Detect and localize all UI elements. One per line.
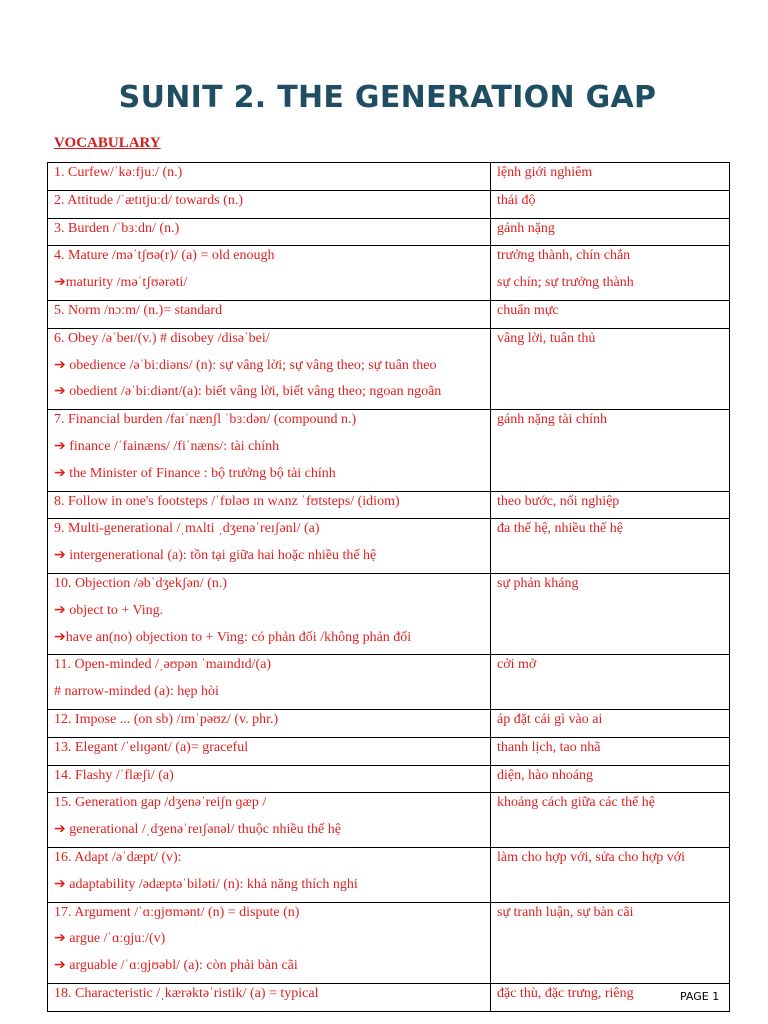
vocab-term-line: 14. Flashy /ˈflæʃi/ (a) <box>54 767 174 783</box>
vocab-meaning-cell <box>491 765 730 793</box>
vocab-term-cell <box>48 190 491 218</box>
vocab-meaning-blank-line <box>497 682 729 709</box>
vocab-meaning-line: trưởng thành, chín chắn <box>497 248 631 264</box>
vocab-term-cell <box>48 246 491 301</box>
vocab-meaning-line: đa thế hệ, nhiều thế hệ <box>497 521 623 537</box>
vocab-term-line: 6. Obey /əˈbeɪ/(v.) # disobey /disəˈbei/ <box>54 330 270 346</box>
vocab-row <box>48 491 730 519</box>
vocab-meaning-line: diện, hào nhoáng <box>497 767 594 783</box>
vocab-term-line: 18. Characteristic /ˌkærəktəˈristik/ (a) = typical <box>54 985 319 1001</box>
vocab-meaning-blank-line <box>497 464 729 491</box>
vocab-term-line: 2. Attitude /ˈætɪtjuːd/ towards (n.) <box>54 192 243 208</box>
page-number: PAGE 1 <box>680 990 720 1003</box>
vocab-meaning-line: vâng lời, tuân thủ <box>497 330 596 346</box>
vocab-row <box>48 709 730 737</box>
vocab-row <box>48 765 730 793</box>
vocab-meaning-cell <box>491 163 730 191</box>
vocab-meaning-line: gánh nặng tài chính <box>497 412 608 428</box>
vocab-row <box>48 847 730 902</box>
vocab-term-line: ➔ arguable /ˈɑːɡjʊəbl/ (a): còn phải bàn cãi <box>54 958 298 974</box>
vocab-term-cell <box>48 300 491 328</box>
vocab-term-line: 17. Argument /ˈɑːɡjʊmənt/ (n) = dispute (n) <box>54 904 300 920</box>
vocab-meaning-blank-line <box>497 956 729 983</box>
vocab-row <box>48 793 730 848</box>
vocab-term-line: ➔ argue /ˈɑːɡjuː/(v) <box>54 931 166 947</box>
vocab-row <box>48 983 730 1011</box>
vocab-row <box>48 655 730 710</box>
vocab-meaning-blank-line <box>497 929 729 956</box>
vocab-term-line: ➔have an(no) objection to + Ving: có phản đối /không phản đối <box>54 629 412 645</box>
vocab-meaning-blank-line <box>497 820 729 847</box>
vocab-term-cell <box>48 519 491 574</box>
vocab-term-cell <box>48 163 491 191</box>
vocab-row <box>48 246 730 301</box>
vocab-meaning-cell <box>491 218 730 246</box>
vocab-meaning-cell <box>491 519 730 574</box>
vocab-meaning-line: theo bước, nối nghiệp <box>497 493 620 509</box>
vocab-term-line: 10. Objection /əbˈdʒekʃən/ (n.) <box>54 575 227 591</box>
vocab-meaning-blank-line <box>497 356 729 383</box>
vocab-meaning-cell <box>491 190 730 218</box>
vocab-meaning-line: khoảng cách giữa các thế hệ <box>497 795 656 811</box>
vocab-meaning-cell <box>491 655 730 710</box>
vocab-meaning-blank-line <box>497 546 729 573</box>
vocab-term-line: # narrow-minded (a): hẹp hòi <box>54 684 219 700</box>
vocab-term-line: 3. Burden /ˈbɜːdn/ (n.) <box>54 220 180 236</box>
vocab-term-cell <box>48 410 491 491</box>
vocab-meaning-line: gánh nặng <box>497 220 555 236</box>
vocab-term-cell <box>48 983 491 1011</box>
vocab-term-line: ➔ the Minister of Finance : bộ trưởng bộ tài chính <box>54 465 336 481</box>
vocab-term-line: ➔ object to + Ving. <box>54 602 164 618</box>
vocab-row <box>48 737 730 765</box>
vocab-row <box>48 190 730 218</box>
vocab-meaning-cell <box>491 300 730 328</box>
vocab-row <box>48 410 730 491</box>
vocabulary-table <box>47 162 730 1012</box>
vocab-term-line: 8. Follow in one's footsteps /ˈfɒləʊ ɪn wʌnz ˈfʊtsteps/ (idiom) <box>54 493 400 509</box>
vocab-meaning-blank-line <box>497 437 729 464</box>
vocab-meaning-line: đặc thù, đặc trưng, riêng <box>497 985 634 1001</box>
vocab-term-cell <box>48 328 491 409</box>
section-heading: VOCABULARY <box>54 135 161 151</box>
vocab-term-cell <box>48 218 491 246</box>
vocab-term-cell <box>48 709 491 737</box>
vocab-meaning-blank-line <box>497 601 729 628</box>
vocab-term-line: ➔maturity /məˈtʃʊərəti/ <box>54 275 188 291</box>
vocab-row <box>48 902 730 983</box>
vocab-term-line: 16. Adapt /əˈdæpt/ (v): <box>54 849 182 865</box>
vocab-meaning-cell <box>491 491 730 519</box>
vocab-term-line: 9. Multi-generational /ˌmʌlti ˌdʒenəˈreɪʃənl/ (a) <box>54 521 320 537</box>
vocab-term-line: ➔ obedient /əˈbiːdiənt/(a): biết vâng lời, biết vâng theo; ngoan ngoãn <box>54 384 442 400</box>
vocab-meaning-cell <box>491 737 730 765</box>
vocab-term-line: ➔ obedience /əˈbiːdiəns/ (n): sự vâng lời; sự vâng theo; sự tuân theo <box>54 357 437 373</box>
vocab-term-cell <box>48 655 491 710</box>
vocab-term-cell <box>48 737 491 765</box>
vocab-meaning-cell <box>491 847 730 902</box>
vocab-term-line: 11. Open-minded /ˌəʊpən ˈmaɪndɪd/(a) <box>54 657 272 673</box>
vocab-meaning-cell <box>491 328 730 409</box>
vocab-term-cell <box>48 573 491 654</box>
vocab-term-line: ➔ adaptability /ədæptəˈbiləti/ (n): khả năng thích nghi <box>54 876 358 892</box>
vocab-row <box>48 573 730 654</box>
vocab-row <box>48 519 730 574</box>
vocab-term-cell <box>48 491 491 519</box>
vocab-term-line: ➔ generational /ˌdʒenəˈreɪʃənəl/ thuộc nhiều thế hệ <box>54 822 341 838</box>
vocab-row <box>48 300 730 328</box>
vocab-meaning-line: sự tranh luận, sự bàn cãi <box>497 904 634 920</box>
vocab-term-cell <box>48 765 491 793</box>
vocab-meaning-cell <box>491 902 730 983</box>
vocab-meaning-line: sự chín; sự trưởng thành <box>497 275 634 291</box>
vocab-meaning-blank-line <box>497 628 729 655</box>
vocab-row <box>48 218 730 246</box>
vocab-term-cell <box>48 902 491 983</box>
vocab-meaning-cell <box>491 709 730 737</box>
vocabulary-table-body <box>48 163 730 1012</box>
vocab-term-line: ➔ finance /ˈfainæns/ /fiˈnæns/: tài chính <box>54 438 280 454</box>
vocab-row <box>48 163 730 191</box>
vocab-term-line: 4. Mature /məˈtʃʊə(r)/ (a) = old enough <box>54 248 275 264</box>
vocab-meaning-line: sự phản kháng <box>497 575 579 591</box>
vocab-term-line: 13. Elegant /ˈelɪɡənt/ (a)= graceful <box>54 739 249 755</box>
vocab-term-line: 12. Impose ... (on sb) /ɪmˈpəʊz/ (v. phr.) <box>54 711 279 727</box>
vocab-term-line: 5. Norm /nɔːm/ (n.)= standard <box>54 302 223 318</box>
vocab-term-line: 7. Financial burden /faɪˈnænʃl ˈbɜːdən/ (compound n.) <box>54 412 357 428</box>
vocab-meaning-line: thái độ <box>497 192 536 208</box>
vocab-meaning-line: làm cho hợp với, sửa cho hợp với <box>497 849 686 865</box>
vocab-term-line: 1. Curfew/ˈkəːfjuː/ (n.) <box>54 165 183 180</box>
vocab-meaning-cell <box>491 793 730 848</box>
vocab-meaning-line: cởi mở <box>497 657 537 673</box>
vocab-row <box>48 328 730 409</box>
vocab-term-line: 15. Generation gap /dʒenəˈreiʃn ɡæp / <box>54 795 267 811</box>
vocab-meaning-blank-line <box>497 382 729 409</box>
page-title: SUNIT 2. THE GENERATION GAP <box>118 80 657 115</box>
vocab-meaning-line: lệnh giới nghiêm <box>497 165 593 180</box>
vocab-meaning-line: chuẩn mực <box>497 302 559 318</box>
vocab-meaning-line: thanh lịch, tao nhã <box>497 739 601 755</box>
vocab-term-cell <box>48 847 491 902</box>
vocab-meaning-cell <box>491 246 730 301</box>
vocab-term-line: ➔ intergenerational (a): tồn tại giữa hai hoặc nhiều thế hệ <box>54 548 377 564</box>
vocab-meaning-blank-line <box>497 875 729 902</box>
vocab-term-cell <box>48 793 491 848</box>
vocab-meaning-line: áp đặt cái gì vào ai <box>497 711 603 727</box>
vocab-meaning-cell <box>491 410 730 491</box>
vocab-meaning-cell <box>491 573 730 654</box>
